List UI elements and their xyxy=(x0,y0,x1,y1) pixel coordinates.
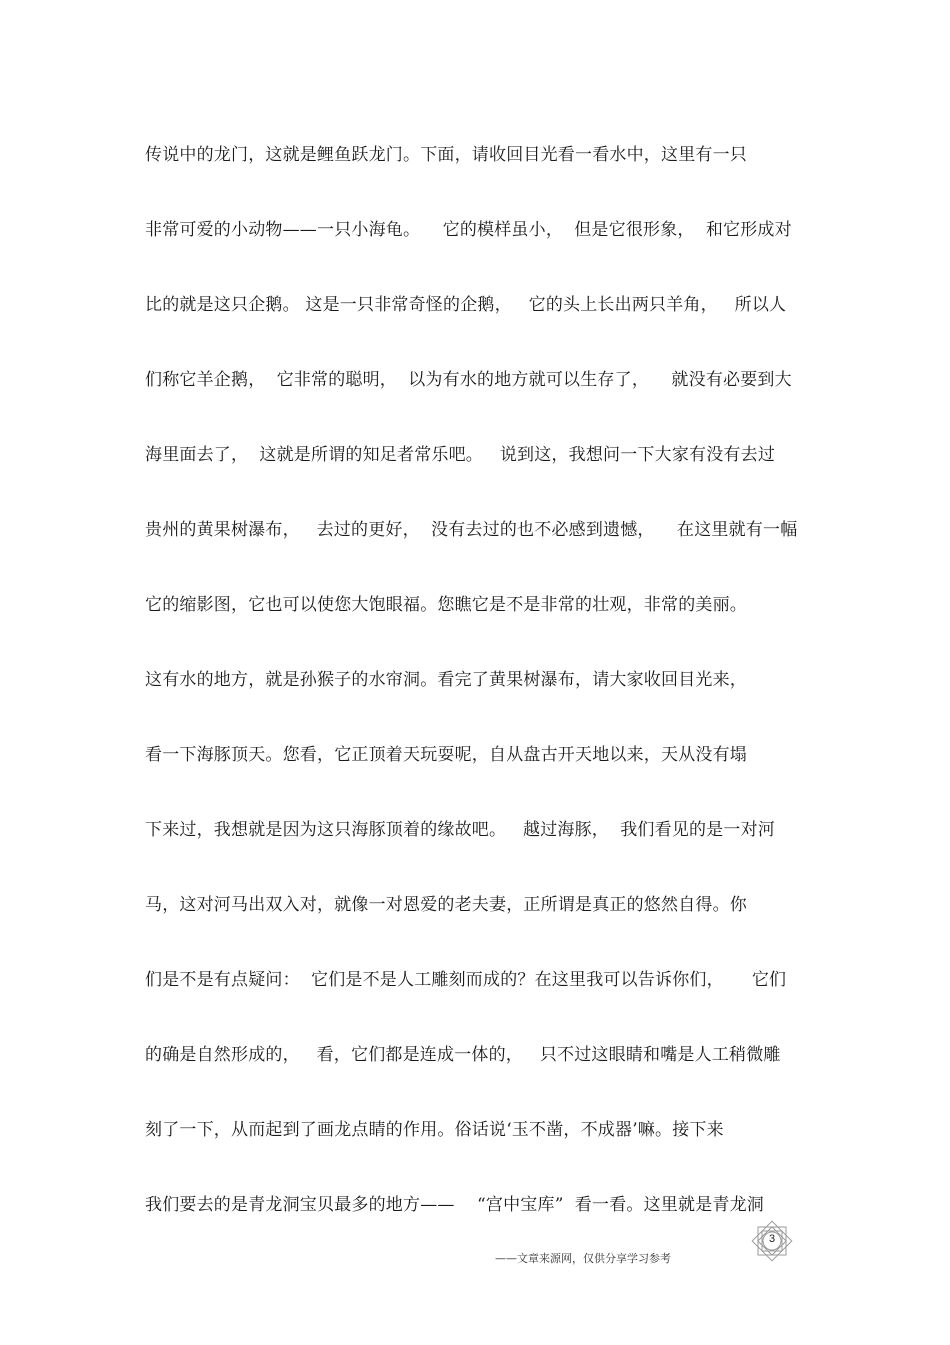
text-line: 比的就是这只企鹅。 这是一只非常奇怪的企鹅， 它的头上长出两只羊角， 所以人 xyxy=(145,295,787,315)
text-line: 这有水的地方，就是孙猴子的水帘洞。看完了黄果树瀑布，请大家收回目光来， xyxy=(145,670,747,690)
text-line: 马，这对河马出双入对，就像一对恩爱的老夫妻，正所谓是真正的悠然自得。你 xyxy=(145,895,747,915)
text-line: 传说中的龙门，这就是鲤鱼跃龙门。下面，请收回目光看一看水中，这里有一只 xyxy=(145,145,747,165)
text-line: 海里面去了， 这就是所谓的知足者常乐吧。 说到这，我想问一下大家有没有去过 xyxy=(145,445,776,465)
text-line: 刻了一下，从而起到了画龙点睛的作用。俗话说‘玉不凿，不成器’嘛。接下来 xyxy=(145,1120,724,1140)
text-line: 们称它羊企鹅， 它非常的聪明， 以为有水的地方就可以生存了， 就没有必要到大 xyxy=(145,370,792,390)
body-text xyxy=(145,140,810,1265)
text-line: 看一下海豚顶天。您看，它正顶着天玩耍呢，自从盘古开天地以来，天从没有塌 xyxy=(145,745,747,765)
text-line: 它的缩影图，它也可以使您大饱眼福。您瞧它是不是非常的壮观，非常的美丽。 xyxy=(145,595,747,615)
text-line: 非常可爱的小动物——一只小海龟。 它的模样虽小， 但是它很形象， 和它形成对 xyxy=(145,220,792,240)
text-line: 贵州的黄果树瀑布， 去过的更好， 没有去过的也不必感到遗憾， 在这里就有一幅 xyxy=(145,520,798,540)
text-line: 下来过，我想就是因为这只海豚顶着的缘故吧。 越过海豚， 我们看见的是一对河 xyxy=(145,820,776,840)
text-line: 我们要去的是青龙洞宝贝最多的地方—— “宫中宝库” 看一看。这里就是青龙洞 xyxy=(145,1195,765,1215)
source-note: ——文章来源网，仅供分享学习参考 xyxy=(495,1252,671,1265)
page-number-badge xyxy=(748,1217,796,1265)
text-line: 们是不是有点疑问： 它们是不是人工雕刻而成的？在这里我可以告诉你们， 它们 xyxy=(145,970,787,990)
page-number: 3 xyxy=(768,1233,776,1245)
text-line: 的确是自然形成的， 看，它们都是连成一体的， 只不过这眼睛和嘴是人工稍微雕 xyxy=(145,1045,781,1065)
